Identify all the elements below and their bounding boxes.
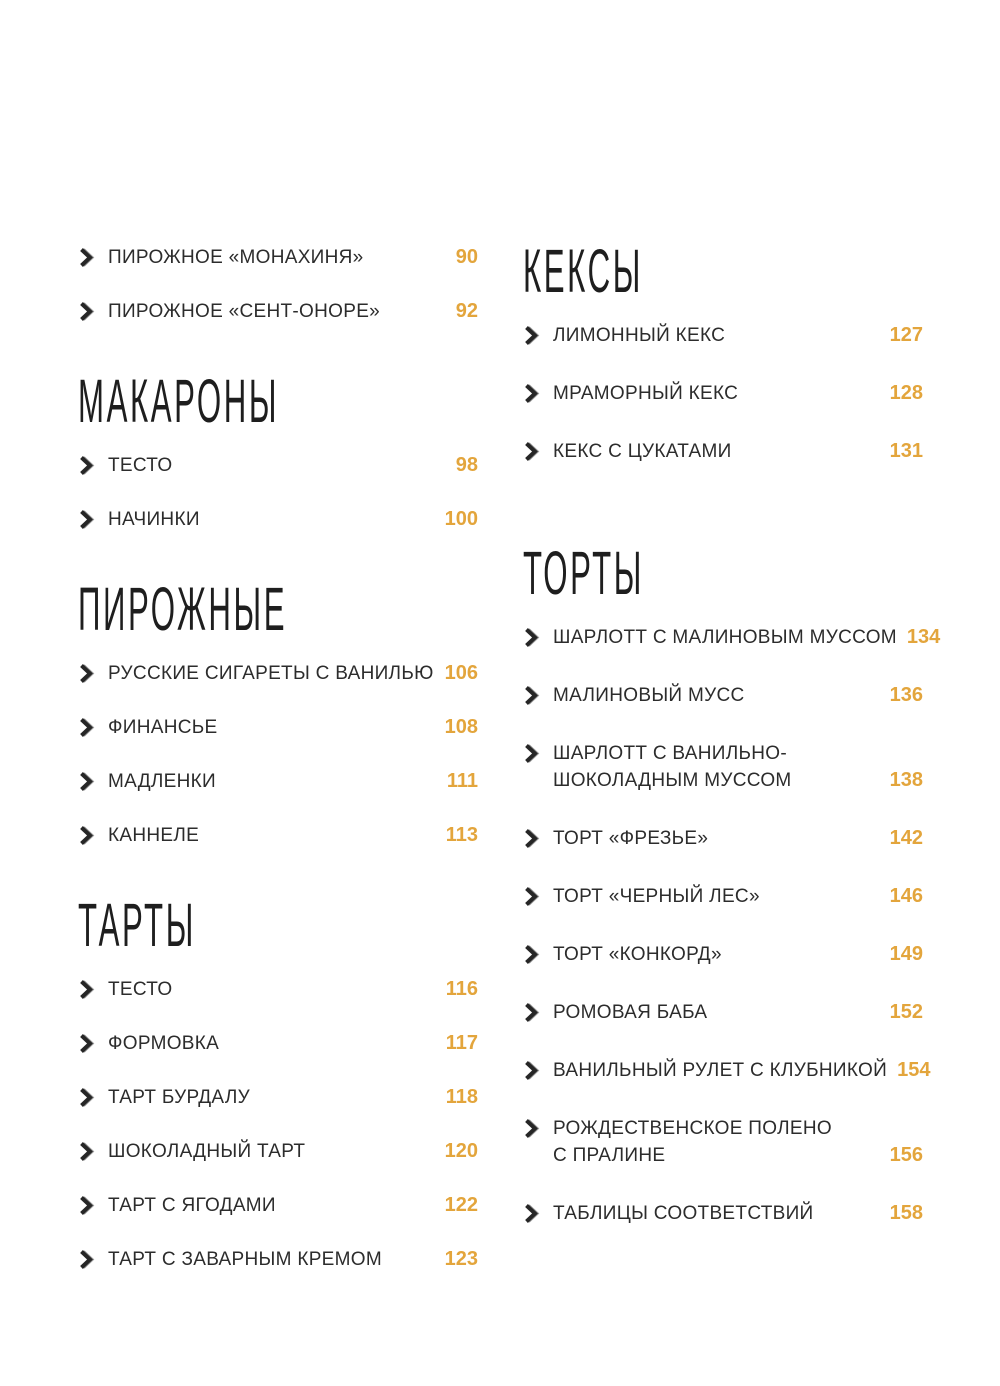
chevron-right-icon [78, 714, 108, 741]
toc-item-page-number: 108 [444, 716, 478, 738]
toc-item[interactable] [523, 322, 923, 349]
chevron-right-icon [523, 883, 553, 910]
chevron-right-icon [523, 624, 553, 651]
toc-item-page-number: 118 [445, 1086, 478, 1108]
toc-item-page-number: 98 [455, 454, 478, 476]
section-heading [78, 892, 478, 961]
chevron-right-icon [78, 506, 108, 533]
toc-item[interactable] [523, 1115, 923, 1169]
toc-column-left [78, 244, 478, 1300]
toc-item-label-line: ШОКОЛАДНЫЙ ТАРТ [108, 1141, 306, 1162]
toc-item-label [108, 298, 456, 325]
toc-item-page-number: 90 [455, 246, 478, 268]
section-heading-text: КЕКСЫ [523, 238, 643, 307]
toc-item-label [108, 822, 446, 849]
section-heading-text: МАКАРОНЫ [78, 368, 280, 437]
toc-item-label-line: КАННЕЛЕ [108, 825, 200, 846]
toc-item-label-line: ШАРЛОТТ С МАЛИНОВЫМ МУССОМ [553, 627, 897, 648]
toc-item-page-number: 127 [889, 324, 923, 346]
toc-item-page-number: 117 [445, 1032, 478, 1054]
toc-item-label [553, 380, 890, 407]
toc-item-label-line: ТАРТ С ЗАВАРНЫМ КРЕМОМ [108, 1249, 382, 1270]
toc-item[interactable] [78, 506, 478, 533]
section-heading-text: ПИРОЖНЫЕ [78, 576, 288, 645]
toc-item[interactable] [78, 822, 478, 849]
toc-item-label [553, 999, 890, 1026]
toc-item[interactable] [78, 1192, 478, 1219]
section-heading [78, 576, 478, 645]
toc-item-page-number: 106 [444, 662, 478, 684]
toc-column-right [523, 222, 941, 1258]
toc-item-page-number: 92 [455, 300, 478, 322]
toc-item[interactable] [523, 380, 923, 407]
toc-item-label [553, 322, 890, 349]
toc-item-label [553, 825, 890, 852]
toc-item-label-line: ЛИМОННЫЙ КЕКС [553, 325, 726, 346]
toc-item-label [553, 1200, 890, 1227]
toc-item-label [108, 714, 445, 741]
toc-item[interactable] [78, 1084, 478, 1111]
toc-item-label-line: ТАБЛИЦЫ СООТВЕТСТВИЙ [553, 1203, 814, 1224]
toc-item-label [108, 976, 446, 1003]
chevron-right-icon [78, 976, 108, 1003]
toc-item[interactable] [523, 941, 923, 968]
toc-item-label [108, 1192, 445, 1219]
chevron-right-icon [523, 825, 553, 852]
chevron-right-icon [78, 660, 108, 687]
toc-item-label [553, 740, 890, 794]
toc-item[interactable] [78, 714, 478, 741]
chevron-right-icon [523, 941, 553, 968]
toc-item-page-number: 128 [889, 382, 923, 404]
toc-item-page-number: 136 [889, 684, 923, 706]
chevron-right-icon [78, 452, 108, 479]
toc-item-label-line: С ПРАЛИНЕ [553, 1145, 666, 1166]
toc-item-label-line: ТОРТ «ФРЕЗЬЕ» [553, 828, 709, 849]
toc-item-label-line: ПИРОЖНОЕ «СЕНТ-ОНОРЕ» [108, 301, 381, 322]
toc-item-label-line: ТЕСТО [108, 455, 173, 476]
section-heading-text: ТОРТЫ [523, 540, 645, 609]
toc-item-label-line: НАЧИНКИ [108, 509, 200, 530]
toc-item-label [553, 883, 890, 910]
chevron-right-icon [523, 740, 553, 767]
section-heading [78, 368, 478, 437]
toc-item-page-number: 131 [889, 440, 923, 462]
toc-item-page-number: 111 [446, 770, 478, 792]
toc-item[interactable] [523, 438, 923, 465]
toc-item-page-number: 113 [445, 824, 478, 846]
toc-item-label [108, 1084, 446, 1111]
toc-item[interactable] [78, 660, 478, 687]
chevron-right-icon [78, 768, 108, 795]
toc-item-label [108, 244, 456, 271]
toc-item[interactable] [78, 452, 478, 479]
toc-item-label-line: ВАНИЛЬНЫЙ РУЛЕТ С КЛУБНИКОЙ [553, 1060, 888, 1081]
toc-item-label-line: ФИНАНСЬЕ [108, 717, 218, 738]
toc-item-label-line: МАЛИНОВЫЙ МУСС [553, 685, 745, 706]
toc-item-label [553, 624, 907, 651]
toc-item-page-number: 158 [889, 1202, 923, 1224]
toc-item-label [108, 1030, 446, 1057]
toc-item[interactable] [78, 244, 478, 271]
toc-item-label-line: ТЕСТО [108, 979, 173, 1000]
chevron-right-icon [78, 1030, 108, 1057]
toc-item-page-number: 152 [889, 1001, 923, 1023]
chevron-right-icon [523, 1057, 553, 1084]
toc-item-label [108, 660, 445, 687]
toc-item[interactable] [523, 740, 923, 794]
toc-item-page-number: 120 [444, 1140, 478, 1162]
toc-item[interactable] [78, 298, 478, 325]
chevron-right-icon [78, 244, 108, 271]
toc-item-label-line: ТАРТ БУРДАЛУ [108, 1087, 250, 1108]
section-heading [523, 238, 923, 307]
toc-item-label-line: ШОКОЛАДНЫМ МУССОМ [553, 770, 792, 791]
toc-item-page-number: 100 [444, 508, 478, 530]
toc-item-label [108, 452, 456, 479]
chevron-right-icon [523, 438, 553, 465]
toc-item-label-line: КЕКС С ЦУКАТАМИ [553, 441, 732, 462]
toc-item-label [108, 506, 445, 533]
chevron-right-icon [523, 322, 553, 349]
chevron-right-icon [523, 1200, 553, 1227]
toc-item[interactable] [523, 825, 923, 852]
toc-item-page-number: 123 [444, 1248, 478, 1270]
toc-item-page-number: 154 [897, 1059, 931, 1081]
toc-item-page-number: 156 [889, 1144, 923, 1166]
chevron-right-icon [78, 1192, 108, 1219]
toc-item-label [553, 1057, 897, 1084]
toc-item-label [553, 438, 890, 465]
toc-item-page-number: 149 [889, 943, 923, 965]
toc-item-label-line: РОЖДЕСТВЕНСКОЕ ПОЛЕНО [553, 1118, 832, 1139]
toc-item-label [108, 1246, 445, 1273]
toc-item-page-number: 142 [889, 827, 923, 849]
chevron-right-icon [523, 999, 553, 1026]
toc-item-page-number: 138 [889, 769, 923, 791]
toc-item-page-number: 116 [445, 978, 478, 1000]
toc-item-label-line: ТОРТ «ЧЕРНЫЙ ЛЕС» [553, 886, 760, 907]
chevron-right-icon [78, 822, 108, 849]
toc-item-label-line: ШАРЛОТТ С ВАНИЛЬНО- [553, 743, 787, 764]
toc-item[interactable] [523, 883, 923, 910]
toc-item[interactable] [78, 1138, 478, 1165]
chevron-right-icon [523, 380, 553, 407]
toc-item[interactable] [78, 1030, 478, 1057]
toc-item-label-line: ФОРМОВКА [108, 1033, 220, 1054]
toc-item[interactable] [78, 768, 478, 795]
chevron-right-icon [523, 682, 553, 709]
section-heading-text: ТАРТЫ [78, 892, 196, 961]
toc-item-label [108, 768, 447, 795]
toc-item-label [553, 1115, 890, 1169]
toc-item-page-number: 134 [906, 626, 941, 648]
toc-item[interactable] [523, 1057, 931, 1084]
toc-item[interactable] [78, 976, 478, 1003]
toc-item[interactable] [523, 1200, 923, 1227]
toc-item-label [553, 941, 890, 968]
toc-item-label-line: ТАРТ С ЯГОДАМИ [108, 1195, 276, 1216]
toc-item[interactable] [78, 1246, 478, 1273]
toc-item[interactable] [523, 999, 923, 1026]
chevron-right-icon [78, 1084, 108, 1111]
toc-item-label [553, 682, 890, 709]
toc-item-label-line: ТОРТ «КОНКОРД» [553, 944, 722, 965]
toc-item-label-line: РУССКИЕ СИГАРЕТЫ С ВАНИЛЬЮ [108, 663, 434, 684]
toc-item-label-line: МАДЛЕНКИ [108, 771, 216, 792]
toc-item[interactable] [523, 682, 923, 709]
toc-item-page-number: 146 [889, 885, 923, 907]
chevron-right-icon [523, 1115, 553, 1142]
chevron-right-icon [78, 1246, 108, 1273]
toc-item-label-line: ПИРОЖНОЕ «МОНАХИНЯ» [108, 247, 364, 268]
toc-item[interactable] [523, 624, 941, 651]
chevron-right-icon [78, 298, 108, 325]
section-heading [523, 540, 923, 609]
toc-item-label [108, 1138, 445, 1165]
chevron-right-icon [78, 1138, 108, 1165]
toc-item-page-number: 122 [444, 1194, 478, 1216]
toc-item-label-line: МРАМОРНЫЙ КЕКС [553, 383, 739, 404]
toc-item-label-line: РОМОВАЯ БАБА [553, 1002, 708, 1023]
